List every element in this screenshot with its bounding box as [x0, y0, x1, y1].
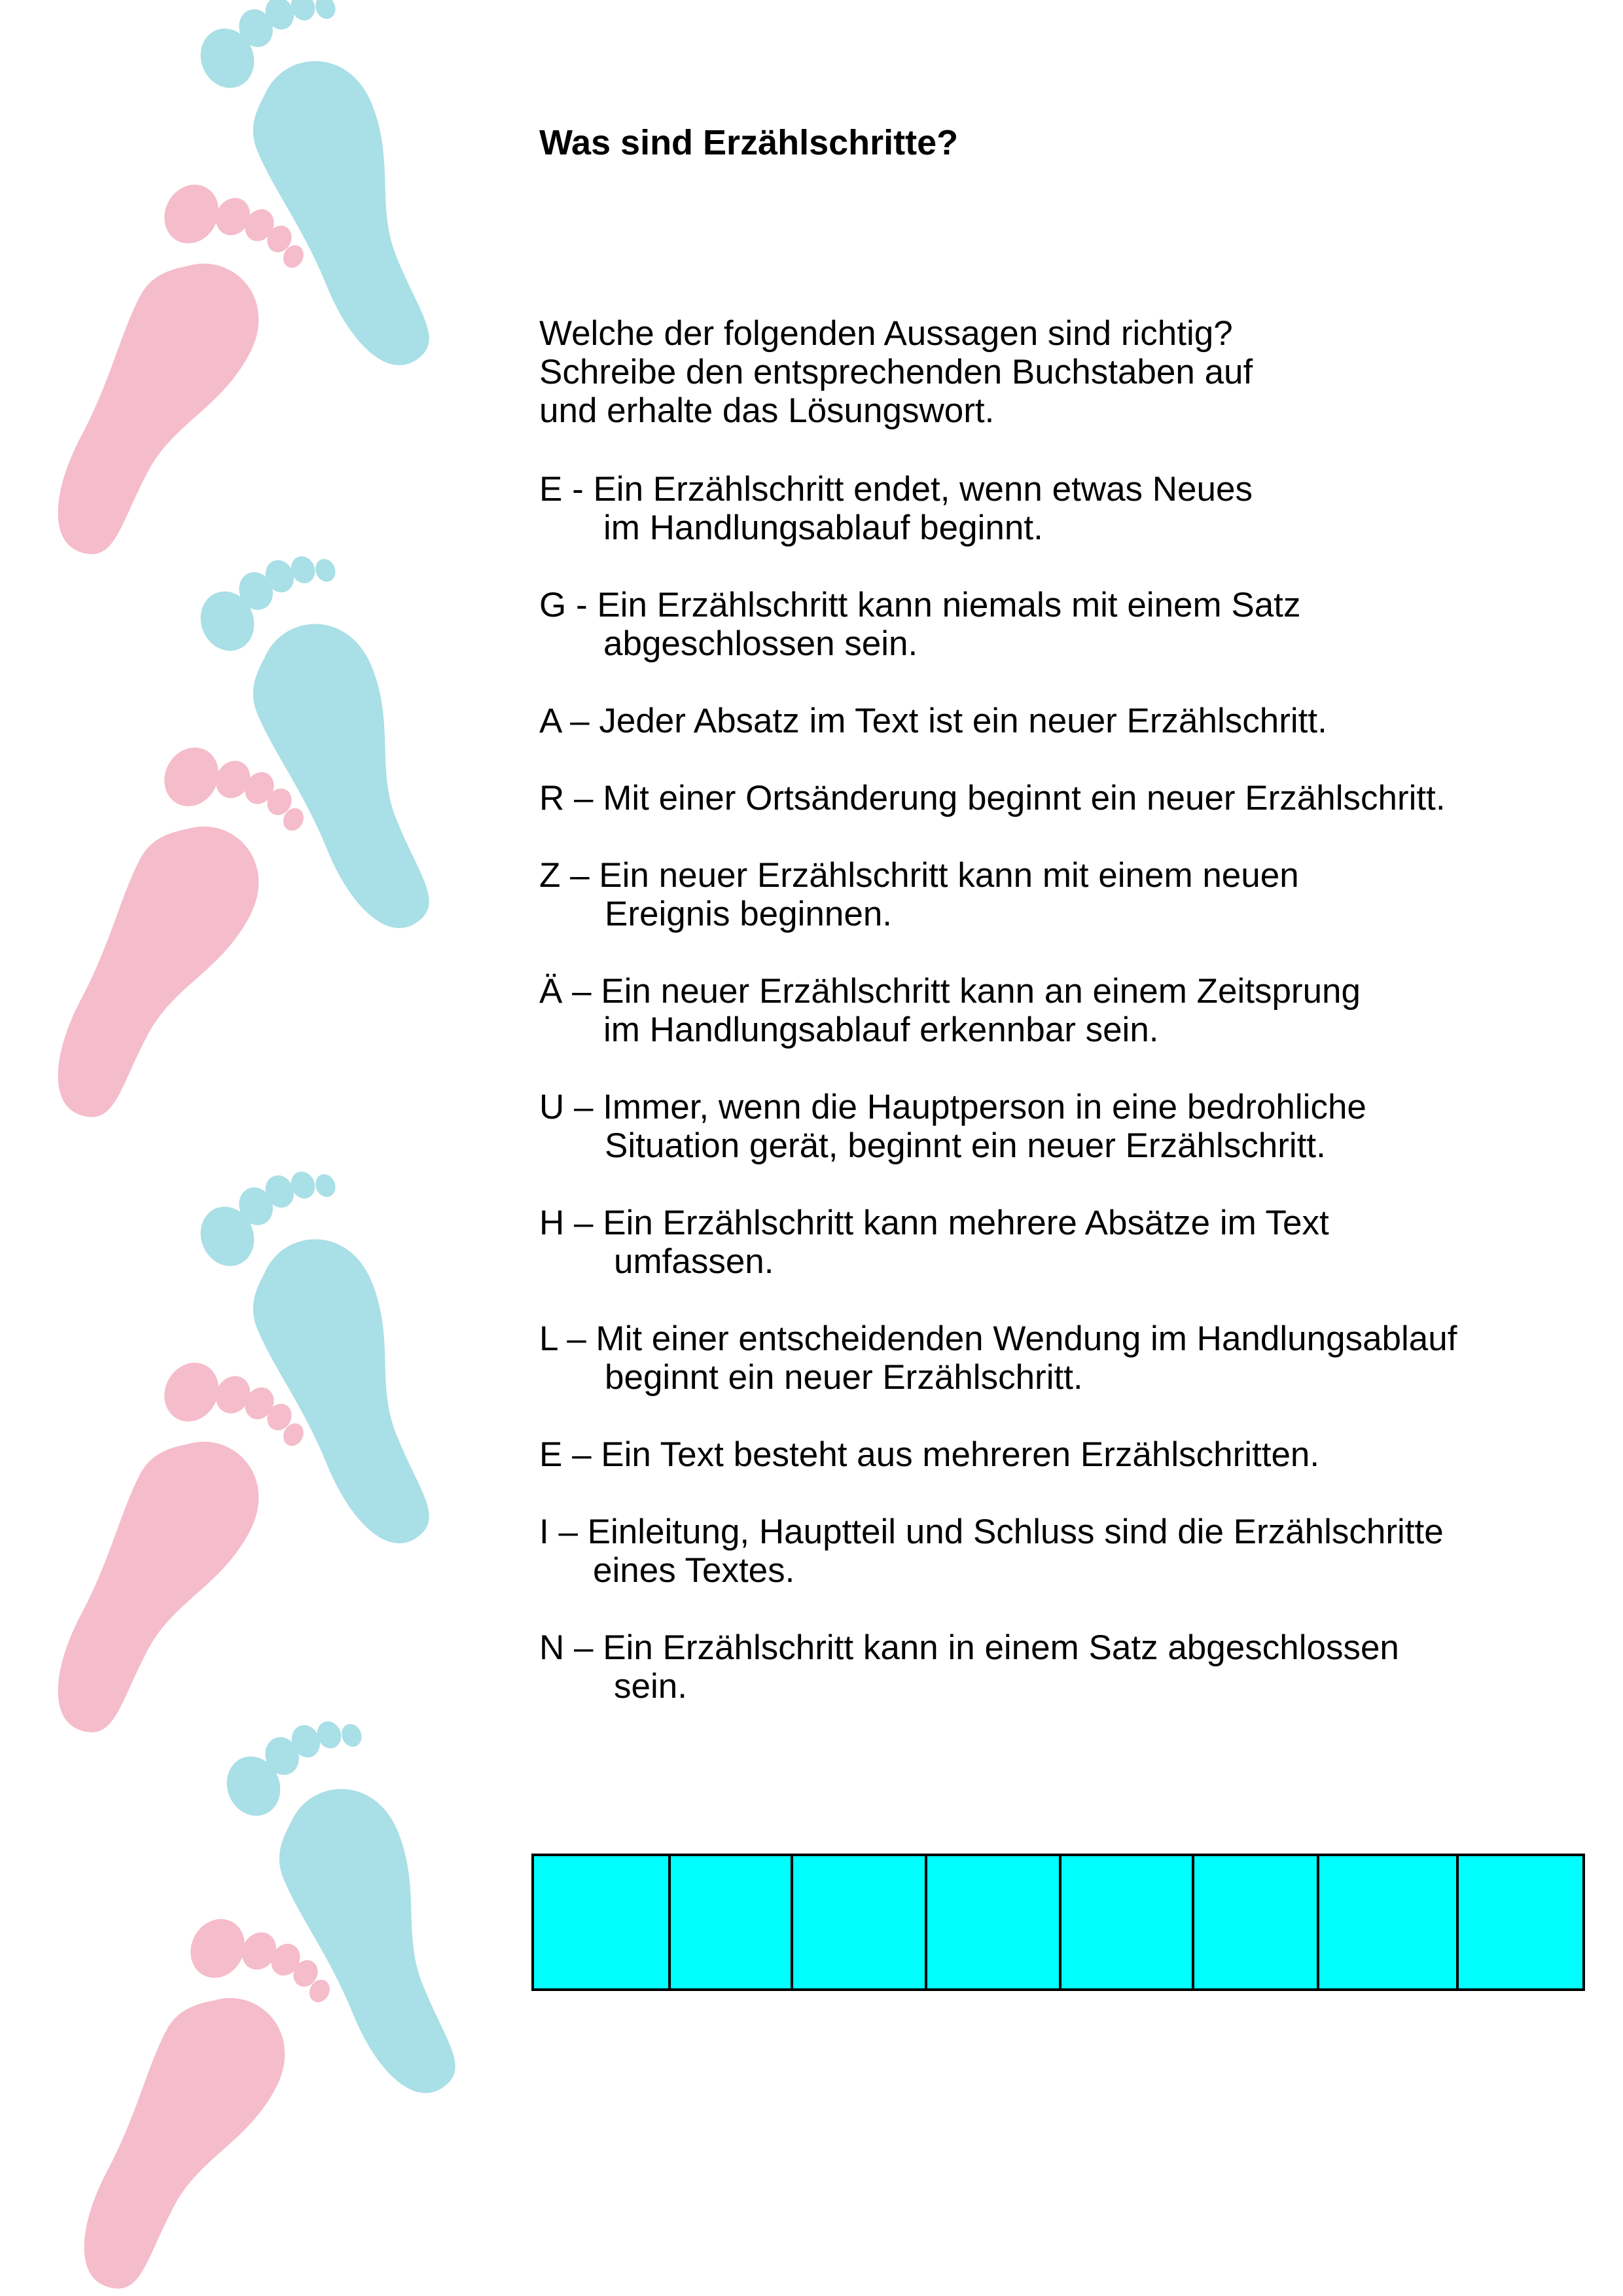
instruction-line: Schreibe den entsprechenden Buchstaben auf: [539, 353, 1253, 391]
instructions: [539, 314, 1253, 430]
answer-box[interactable]: [1194, 1856, 1319, 1988]
statement-continuation: eines Textes.: [593, 1551, 795, 1590]
statement-item: [539, 702, 1327, 740]
instruction-line: Welche der folgenden Aussagen sind richtig?: [539, 314, 1233, 353]
statement-text: H – Ein Erzählschritt kann mehrere Absätze im Text: [539, 1204, 1329, 1242]
statement-text: E – Ein Text besteht aus mehreren Erzählschritten.: [539, 1435, 1320, 1474]
statement-continuation: Ereignis beginnen.: [605, 895, 893, 933]
statement-text: Z – Ein neuer Erzählschritt kann mit einem neuen: [539, 856, 1299, 895]
statement-item: [539, 1513, 1444, 1590]
statement-text: E - Ein Erzählschritt endet, wenn etwas Neues: [539, 470, 1253, 509]
statement-continuation: Situation gerät, beginnt ein neuer Erzählschritt.: [605, 1126, 1326, 1165]
answer-box[interactable]: [1459, 1856, 1582, 1988]
answer-box[interactable]: [927, 1856, 1061, 1988]
statement-text: A – Jeder Absatz im Text ist ein neuer Erzählschritt.: [539, 702, 1327, 740]
foot-pair-3: [3, 1156, 469, 1758]
solution-word-boxes: [531, 1854, 1585, 1991]
foot-pair-1: [3, 0, 469, 580]
statement-continuation: im Handlungsablauf beginnt.: [603, 509, 1043, 547]
statement-item: [539, 779, 1446, 817]
statement-item: [539, 972, 1361, 1049]
statement-continuation: umfassen.: [614, 1242, 774, 1281]
statement-continuation: sein.: [614, 1667, 687, 1706]
statement-item: [539, 1319, 1457, 1397]
answer-box[interactable]: [1061, 1856, 1194, 1988]
statement-item: [539, 856, 1299, 933]
footprints-decoration: [0, 0, 497, 2296]
answer-box[interactable]: [671, 1856, 793, 1988]
statement-item: [539, 1088, 1366, 1165]
statement-item: [539, 1435, 1319, 1474]
statement-text: N – Ein Erzählschritt kann in einem Satz abgeschlossen: [539, 1628, 1399, 1667]
statement-item: [539, 1204, 1329, 1281]
statement-text: Ä – Ein neuer Erzählschritt kann an einem Zeitsprung: [539, 972, 1361, 1011]
statement-text: L – Mit einer entscheidenden Wendung im Handlungsablauf: [539, 1319, 1457, 1358]
statement-text: U – Immer, wenn die Hauptperson in eine bedrohliche: [539, 1088, 1366, 1126]
pink-foot-icon: [29, 1902, 341, 2296]
statement-continuation: beginnt ein neuer Erzählschritt.: [605, 1358, 1083, 1397]
statement-continuation: abgeschlossen sein.: [603, 624, 918, 663]
statement-text: G - Ein Erzählschritt kann niemals mit einem Satz: [539, 586, 1301, 624]
instruction-line: und erhalte das Lösungswort.: [539, 391, 995, 430]
statement-item: [539, 470, 1253, 547]
pink-foot-icon: [3, 168, 315, 580]
statement-text: I – Einleitung, Hauptteil und Schluss sind die Erzählschritte: [539, 1513, 1444, 1551]
statement-text: R – Mit einer Ortsänderung beginnt ein neuer Erzählschritt.: [539, 779, 1446, 817]
foot-pair-2: [3, 541, 469, 1143]
pink-foot-icon: [3, 1346, 315, 1758]
statement-item: [539, 586, 1300, 663]
pink-foot-icon: [3, 730, 315, 1143]
statement-continuation: im Handlungsablauf erkennbar sein.: [603, 1011, 1159, 1049]
answer-box[interactable]: [1319, 1856, 1459, 1988]
answer-box[interactable]: [534, 1856, 671, 1988]
answer-box[interactable]: [793, 1856, 927, 1988]
statement-item: [539, 1628, 1399, 1706]
foot-pair-4: [29, 1706, 495, 2296]
page-title: Was sind Erzählschritte?: [539, 123, 959, 162]
